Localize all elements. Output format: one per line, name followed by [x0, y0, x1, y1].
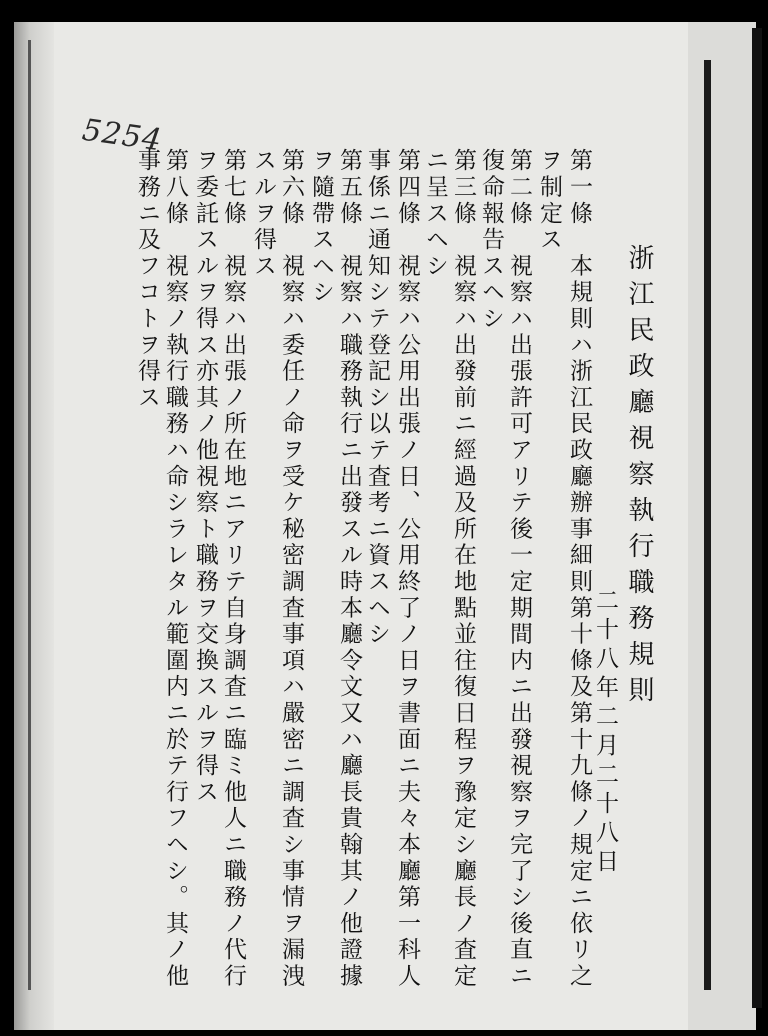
article-3-line-2: ニ呈スヘシ	[422, 148, 448, 280]
article-7-line-2: ヲ委託スルヲ得ス亦其ノ他視察ト職務ヲ交換スルヲ得ス	[192, 148, 218, 806]
article-5-line-1: 第五條 視察ハ職務執行ニ出發スル時本廳令文又ハ廳長貴翰其ノ他證據	[336, 148, 362, 990]
article-1-line-2: ヲ制定ス	[536, 148, 562, 254]
document-title: 浙江民政廳視察執行職務規則	[624, 244, 654, 712]
article-8-line-2: 事務ニ及フコトヲ得ス	[134, 148, 160, 411]
article-8-line-1: 第八條 視察ノ執行職務ハ命シラレタル範圍内ニ於テ行フヘシ。其ノ他	[162, 148, 188, 990]
article-4-line-1: 第四條 視察ハ公用出張ノ日、公用終了ノ日ヲ書面ニ夫々本廳第一科人	[394, 148, 420, 990]
article-7-line-1: 第七條 視察ハ出張ノ所在地ニアリテ自身調査ニ臨ミ他人ニ職務ノ代行	[220, 148, 246, 990]
article-1-line-1: 第一條 本規則ハ浙江民政廳辦事細則第十條及第十九條ノ規定ニ依リ之	[566, 148, 592, 990]
binding-fold-line	[704, 60, 711, 990]
article-2-line-1: 第二條 視察ハ出張許可アリテ後一定期間内ニ出發視察ヲ完了シ後直ニ	[506, 148, 532, 990]
handwritten-page-number: 5254	[79, 112, 165, 159]
article-2-line-2: 復命報告スヘシ	[478, 148, 504, 333]
article-5-line-2: ヲ隨帶スヘシ	[308, 148, 334, 306]
page-edge-line	[28, 40, 31, 990]
article-4-line-2: 事係ニ通知シテ登記シ以テ査考ニ資スヘシ	[364, 148, 390, 648]
adjacent-page-edge	[688, 22, 756, 1030]
document-date: 二十八年二月二十八日	[592, 588, 618, 878]
scan-border-line	[752, 28, 762, 1008]
article-3-line-1: 第三條 視察ハ出發前ニ經過及所在地點並往復日程ヲ豫定シ廳長ノ査定	[450, 148, 476, 990]
page-gutter-shadow	[14, 22, 54, 1030]
article-6-line-1: 第六條 視察ハ委任ノ命ヲ受ケ秘密調査事項ハ嚴密ニ調査シ事情ヲ漏洩	[278, 148, 304, 990]
article-6-line-2: スルヲ得ス	[250, 148, 276, 280]
